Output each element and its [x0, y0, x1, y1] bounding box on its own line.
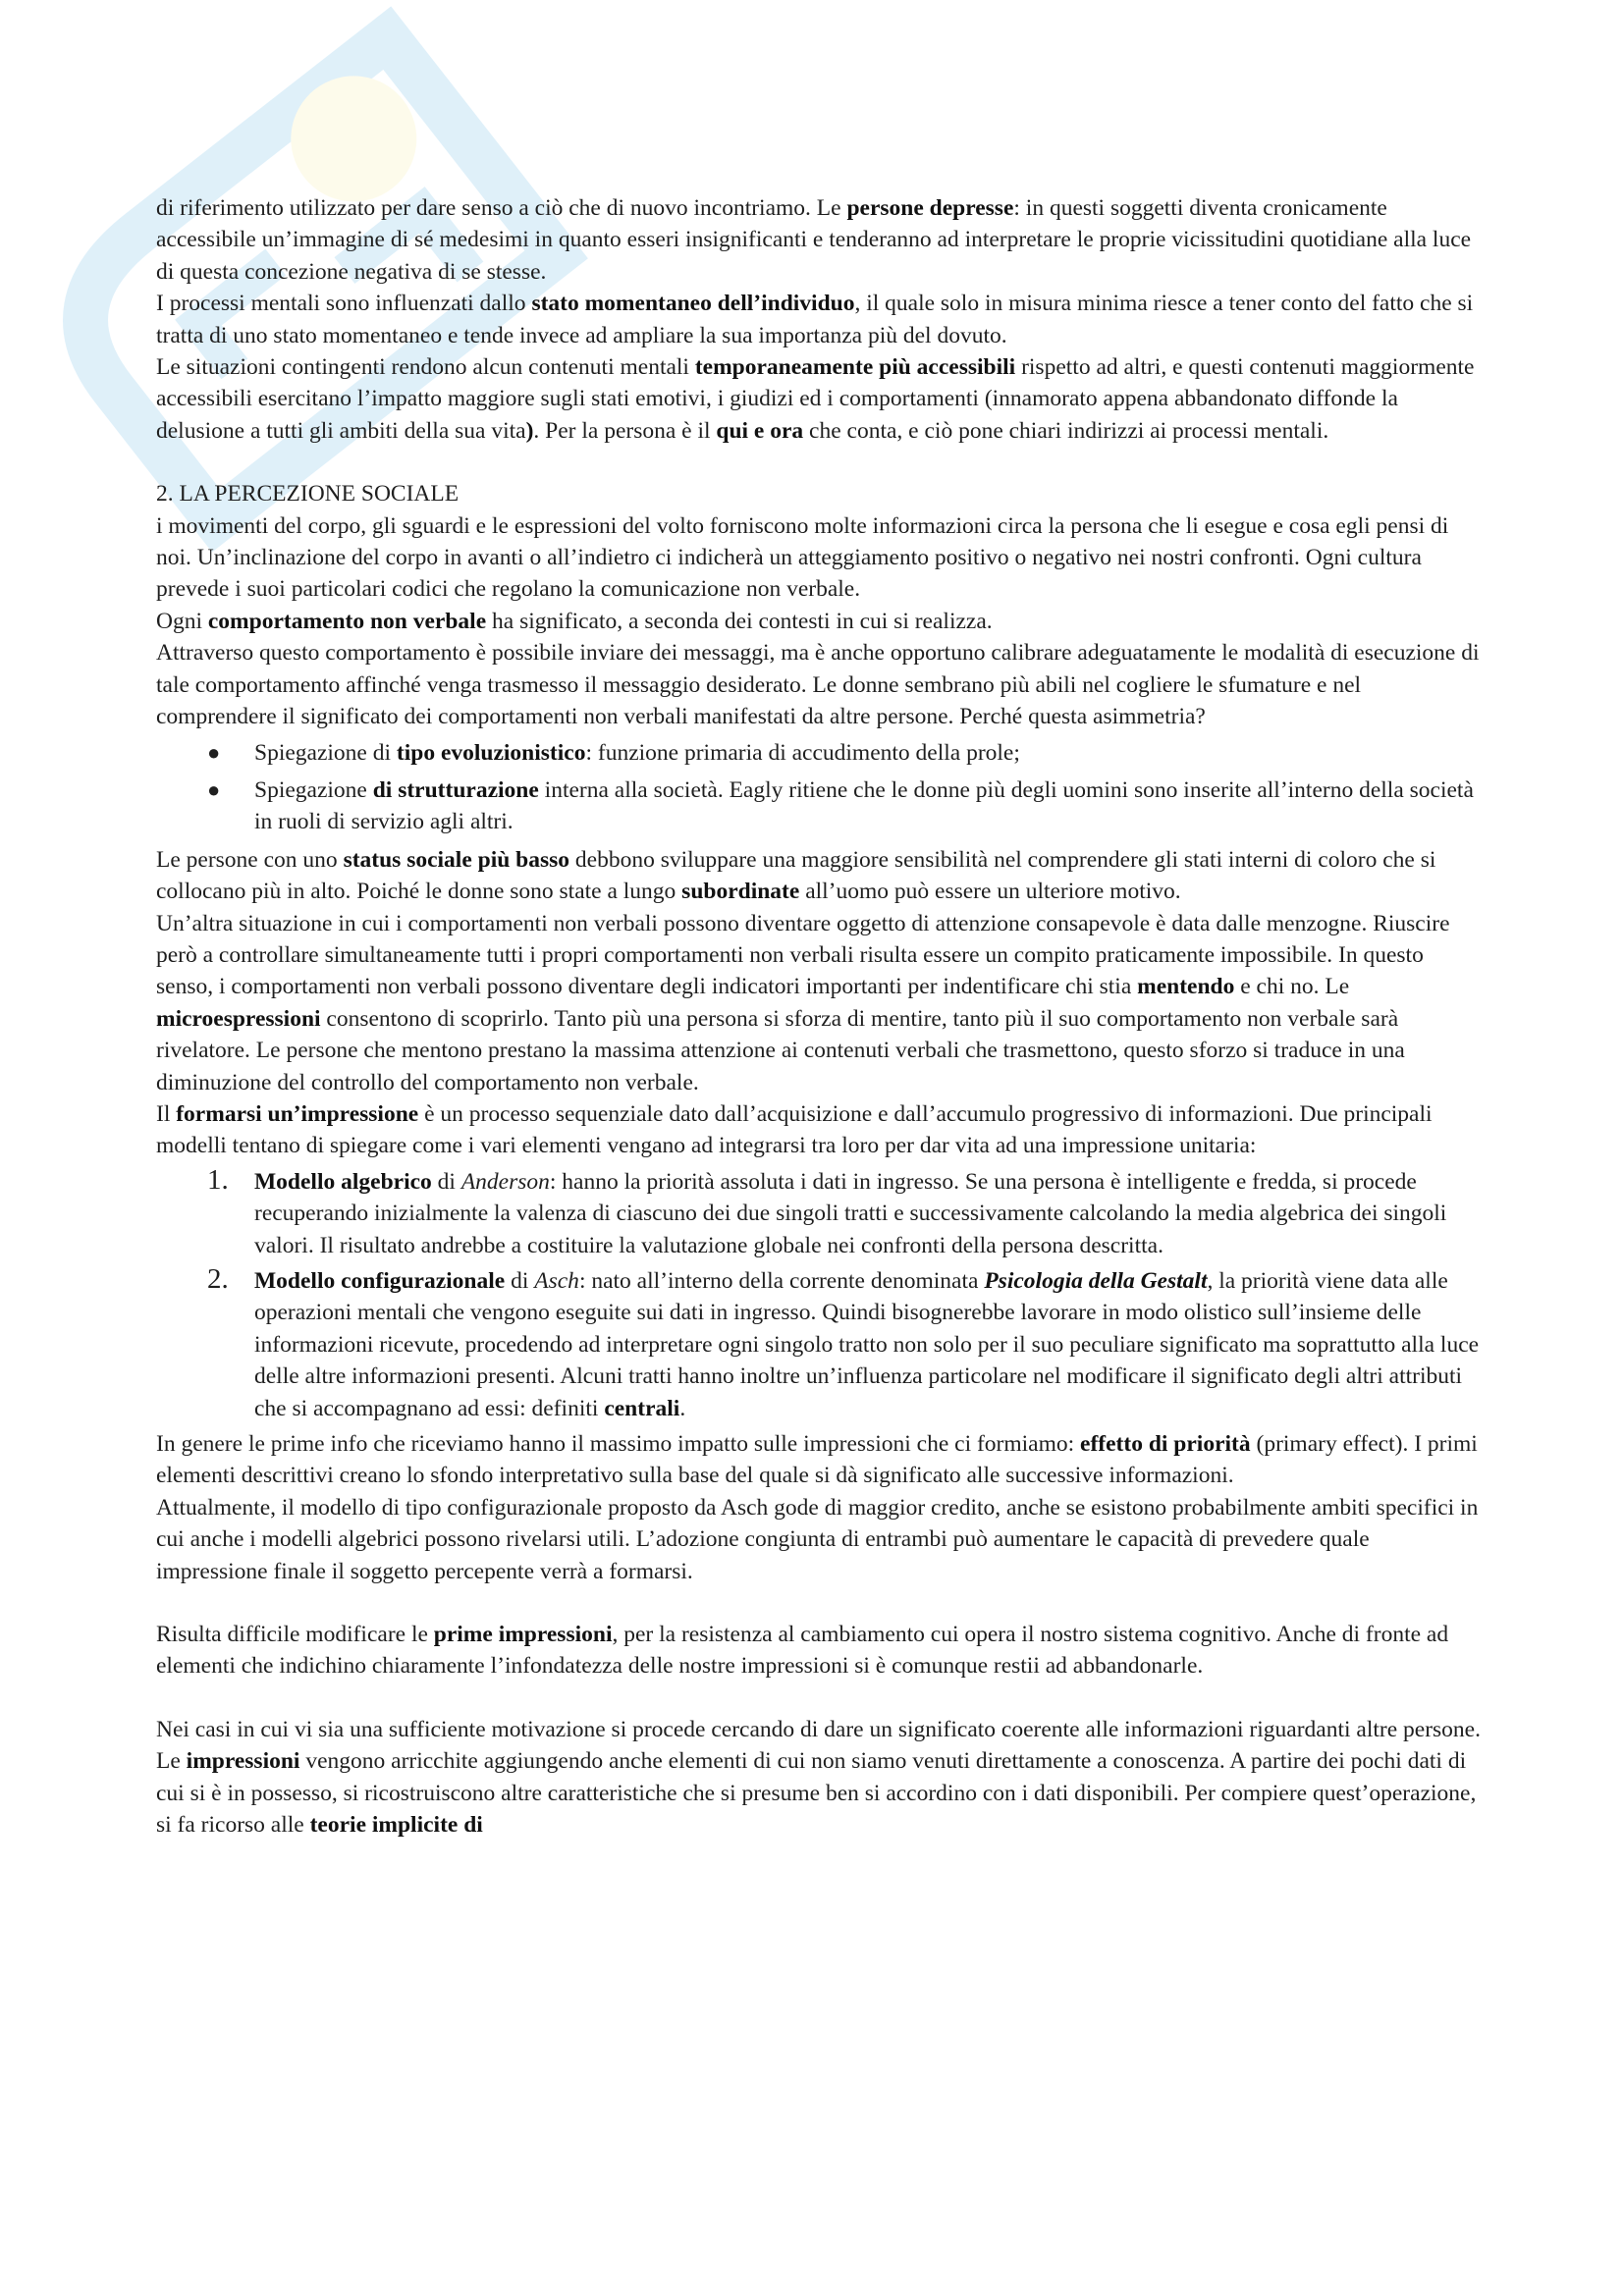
- paragraph-first-impressions: Risulta difficile modificare le prime impressioni, per la resistenza al cambiamento cui opera il nostro sistema cognitivo. Anche di fronte ad elementi che indichino chiaramente l’infondatezza delle nostre impressioni si è comunque restii ad abbandonarle.: [156, 1622, 1449, 1680]
- bullet-marker: ●: [207, 776, 221, 802]
- list-item: ● Spiegazione di strutturazione interna alla società. Eagly ritiene che le donne più degli uomini sono inserite all’interno della società in ruoli di servizio agli altri.: [156, 774, 1482, 838]
- paragraph-body-movements: i movimenti del corpo, gli sguardi e le espressioni del volto forniscono molte informazioni circa la persona che li esegue e cosa egli pensi di noi. Un’inclinazione del corpo in avanti o all’indietro ci indicherà un atteggiamento positivo o negativo nei nostri confronti. Ogni cultura prevede i suoi particolari codici che regolano la comunicazione non verbale.: [156, 512, 1449, 603]
- list-number: 1.: [207, 1163, 229, 1196]
- paragraph-asch-model: Attualmente, il modello di tipo configurazionale proposto da Asch gode di maggior credito, anche se esistono probabilmente ambiti specifici in cui anche i modelli algebrici possono rivelarsi utili. L’adozione congiunta di entrambi può aumentare le capacità di prevedere quale impressione finale il soggetto percepente verrà a formarsi.: [156, 1494, 1479, 1584]
- paragraph-lies: Un’altra situazione in cui i comportamenti non verbali possono diventare oggetto di attenzione consapevole è data dalle menzogne. Riuscire però a controllare simultaneamente tutti i propri comportamenti non verbali risulta essere un compito praticamente impossibile. In questo senso, i comportamenti non verbali possono diventare degli indicatori importanti per indentificare chi stia mentendo e chi no. Le microespressioni consentono di scoprirlo. Tanto più una persona si sforza di mentire, tanto più il suo comportamento non verbale sarà rivelatore. Le persone che mentono prestano la massima attenzione ai contenuti verbali che trasmettono, questo sforzo si traduce in una diminuzione del controllo del comportamento non verbale.: [156, 910, 1450, 1095]
- paragraph-contingent: Le situazioni contingenti rendono alcun contenuti mentali temporaneamente più accessibili rispetto ad altri, e questi contenuti maggiormente accessibili esercitano l’impatto maggiore sugli stati emotivi, i giudizi ed i comportamenti (innamorato appena abbandonato diffonde la delusione a tutti gli ambiti della sua vita). Per la persona è il qui e ora che conta, e ciò pone chiari indirizzi ai processi mentali.: [156, 354, 1475, 444]
- paragraph-momentary-state: I processi mentali sono influenzati dallo stato momentaneo dell’individuo, il quale solo in misura minima riesce a tener conto del fatto che si tratta di uno stato momentaneo e tende invece ad ampliare la sua importanza più del dovuto.: [156, 291, 1474, 348]
- paragraph-depressed: di riferimento utilizzato per dare senso a ciò che di nuovo incontriamo. Le persone depresse: in questi soggetti diventa cronicamente accessibile un’immagine di sé medesimi in quanto esseri insignificanti e tenderanno ad interpretare le proprie vicissitudini quotidiane alla luce di questa concezione negativa di se stesse.: [156, 195, 1472, 285]
- bullet-list: [156, 737, 1482, 838]
- paragraph-messages: Attraverso questo comportamento è possibile inviare dei messaggi, ma è anche opportuno calibrare adeguatamente le modalità di esecuzione di tale comportamento affinché venga trasmesso il messaggio desiderato. Le donne sembrano più abili nel cogliere le sfumature e nel comprendere il significato dei comportamenti non verbali manifestati da altre persone. Perché questa asimmetria?: [156, 640, 1480, 730]
- list-item: 2. Modello configurazionale di Asch: nato all’interno della corrente denominata Psicologia della Gestalt, la priorità viene data alle operazioni mentali che vengono eseguite sui dati in ingresso. Quindi bisognerebbe lavorare in modo olistico sull’insieme delle informazioni ricevute, procedendo ad interpretare ogni singolo tratto non solo per il suo peculiare significato ma soprattutto alla luce delle altre informazioni presenti. Alcuni tratti hanno inoltre un’influenza particolare nel modificare il significato degli altri attributi che si accompagnano ad essi: definiti centrali.: [207, 1263, 1480, 1421]
- section-heading: 2. LA PERCEZIONE SOCIALE: [156, 481, 460, 507]
- paragraph-priority-effect: In genere le prime info che riceviamo hanno il massimo impatto sulle impressioni che ci formiamo: effetto di priorità (primary effect). I primi elementi descrittivi creano lo sfondo interpretativo sulla base del quale si dà significato alle successive informazioni.: [156, 1431, 1478, 1489]
- list-item: ● Spiegazione di tipo evoluzionistico: funzione primaria di accudimento della prole;: [156, 737, 1482, 769]
- numbered-list: [156, 1163, 1482, 1424]
- paragraph-social-status: Le persone con uno status sociale più basso debbono sviluppare una maggiore sensibilità nel comprendere gli stati interni di coloro che si collocano più in alto. Poiché le donne sono state a lungo subordinate all’uomo può essere un ulteriore motivo.: [156, 846, 1436, 905]
- list-item: 1. Modello algebrico di Anderson: hanno la priorità assoluta i dati in ingresso. Se una persona è intelligente e fredda, si procede recuperando inizialmente la valenza di ciascuno dei due singoli tratti e successivamente calcolando la media algebrica dei singoli valori. Il risultato andrebbe a costituire la valutazione globale nei confronti della persona descritta.: [207, 1163, 1447, 1258]
- document-body: [156, 192, 1482, 1842]
- paragraph-impression: Il formarsi un’impressione è un processo sequenziale dato dall’acquisizione e dall’accumulo progressivo di informazioni. Due principali modelli tentano di spiegare come i vari elementi vengano ad integrarsi tra loro per dar vita ad una impressione unitaria:: [156, 1100, 1433, 1159]
- list-number: 2.: [207, 1263, 229, 1295]
- bullet-marker: ●: [207, 739, 221, 765]
- paragraph-nonverbal: Ogni comportamento non verbale ha significato, a seconda dei contesti in cui si realizza.: [156, 608, 993, 634]
- paragraph-motivation: Nei casi in cui vi sia una sufficiente motivazione si procede cercando di dare un significato coerente alle informazioni riguardanti altre persone. Le impressioni vengono arricchite aggiungendo anche elementi di cui non siamo venuti direttamente a conoscenza. A partire dei pochi dati di cui si è in possesso, si ricostruiscono altre caratteristiche che si presume ben si accordino con i dati disponibili. Per compiere quest’operazione, si fa ricorso alle teorie implicite di: [156, 1716, 1481, 1839]
